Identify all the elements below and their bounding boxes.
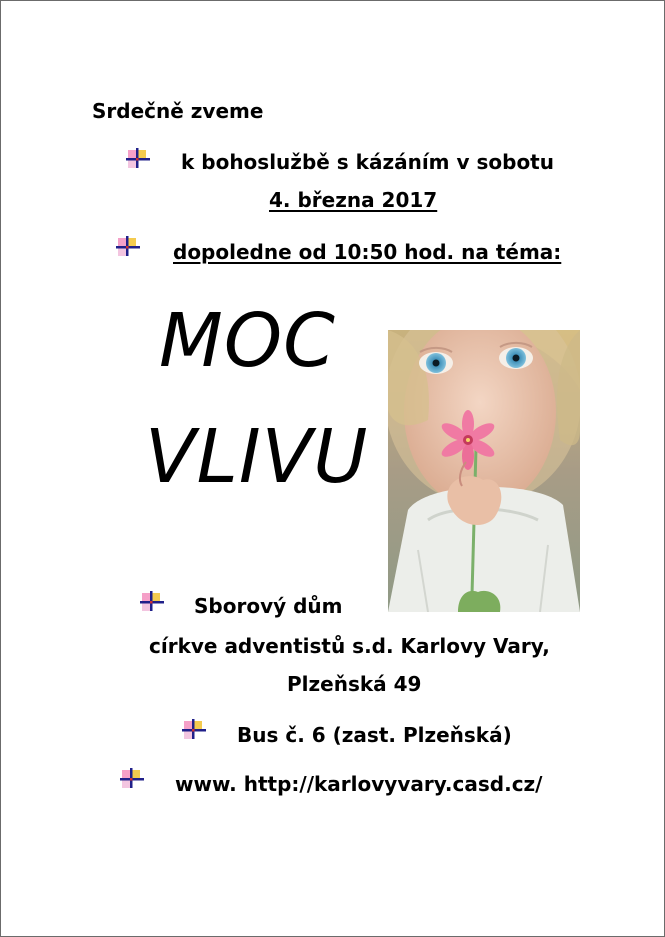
time-topic-text: dopoledne od 10:50 hod. na téma: [173, 240, 562, 264]
bullet-icon [115, 234, 141, 258]
service-text: k bohoslužbě s kázáním v sobotu [181, 150, 554, 174]
bullet-icon [119, 766, 145, 790]
bullet-icon [181, 717, 207, 741]
invite-text: Srdečně zveme [92, 99, 264, 123]
bullet-icon [139, 589, 165, 613]
bus-text: Bus č. 6 (zast. Plzeňská) [237, 723, 512, 747]
venue-line3: Plzeňská 49 [287, 672, 422, 696]
venue-line1: Sborový dům [194, 594, 343, 618]
bullet-icon [125, 146, 151, 170]
venue-line2: církve adventistů s.d. Karlovy Vary, [149, 634, 550, 658]
date-text: 4. března 2017 [269, 188, 438, 212]
title-line2: VLIVU [145, 414, 369, 500]
title-line1: MOC [159, 298, 336, 384]
child-flower-photo [388, 330, 580, 612]
website-link[interactable]: www. http://karlovyvary.casd.cz/ [175, 772, 543, 796]
